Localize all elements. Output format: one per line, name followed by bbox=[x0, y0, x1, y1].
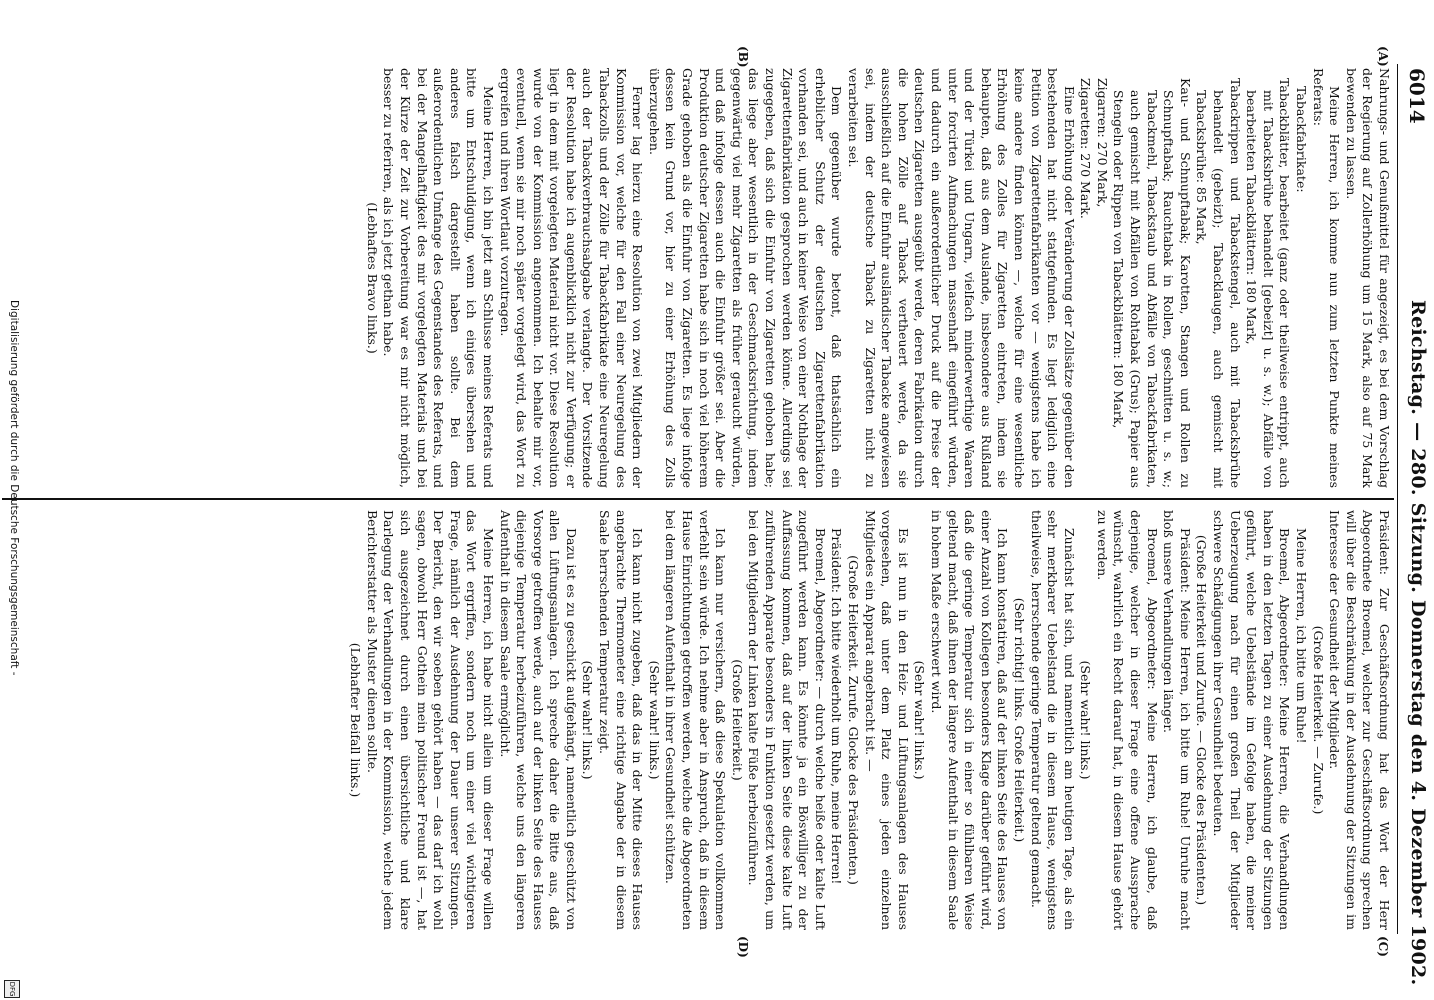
paragraph: Meine Herren, ich bitte um Ruhe! bbox=[1294, 528, 1310, 744]
paragraph: Broemel, Abgeordneter: Meine Herren, ich glaube, daß derjenige, welcher in dieser Frage eine offene Aussprache wünscht, wahrlich ein Recht darauf hat, in diesem Hause gehört zu werden. bbox=[1094, 510, 1160, 930]
paragraph: Tabackfabrikate: bbox=[1294, 86, 1310, 193]
right-column bbox=[347, 510, 1392, 930]
paragraph: Meine Herren, ich bin jetzt am Schlusse meines Referats und bitte um Entschuldigung, wenn ich einiges übersehen und anderes falsch dargestellt haben sollte. Bei dem außerordentlichen Umfange des Gegenstandes des Referats, und bei der Mangelhaftigkeit des mir vorgelegten Materials und bei der Kürze der Zeit zur Vorbereitung war es mir nicht möglich, besser zu referiren, als ich jetzt gethan habe. bbox=[381, 68, 496, 488]
interjection: (Lebhafter Beifall links.) bbox=[348, 642, 364, 798]
interjection: (Sehr wahr! links.) bbox=[1078, 660, 1094, 780]
margin-mark-d: (D) bbox=[736, 936, 750, 958]
paragraph: Nahrungs- und Genußmittel für angezeigt, es bei dem Vorschlag der Regierung auf Zollerhöhung um 15 Mark, also auf 75 Mark bewenden zu lassen. bbox=[1343, 68, 1392, 488]
paragraph: Kau- und Schnupftabak; Karotten, Stangen und Rollen zu Schnupftabak; Rauchtabak in Rollen, geschnitten u. s. w.; Tabackmehl, Tabackstaub und Abfälle von Tabackfabrikaten, auch gemischt mit Abfällen von Rohtabak (Grus); Papier aus Stengeln oder Rippen von Tabackblättern: 180 Mark, bbox=[1111, 78, 1193, 488]
margin-mark-c: (C) bbox=[1376, 936, 1390, 957]
paragraph: Es ist nun in den Heiz- und Lüftungsanlagen des Hauses vorgesehen, daß unter dem Platz eines jeden einzelnen Mitgliedes ein Apparat angebracht ist. — bbox=[862, 510, 911, 930]
paragraph: Präsident: Zur Geschäftsordnung hat das Wort der Herr Abgeordnete Broemel, welcher zur Geschäftsordnung sprechen will über die Beschränkung in der Ausdehnung der Sitzungen im Interesse der Gesundheit der Mitglieder. bbox=[1327, 510, 1392, 930]
page-footer bbox=[4, 0, 20, 1000]
paragraph: Ich kann nicht zugeben, daß das in der Mitte dieses Hauses angebrachte Thermometer eine richtige Angabe der in diesem Saale herrschenden Temperatur zeigt. bbox=[597, 510, 646, 930]
interjection: (Sehr wahr! links.) bbox=[912, 660, 928, 780]
interjection: (Sehr wahr! links.) bbox=[646, 660, 662, 780]
interjection: (Sehr wahr! links.) bbox=[580, 660, 596, 780]
paragraph: Präsident: Meine Herren, ich bitte um Ruhe! Unruhe macht bloß unsere Verhandlungen länger. bbox=[1161, 510, 1193, 930]
dfg-logo: DFG bbox=[4, 980, 20, 998]
paragraph: Zigarren: 270 Mark, bbox=[1094, 78, 1110, 208]
paragraph: Dazu ist es zu geschickt aufgehängt, namentlich geschützt von allen Lüftungsanlagen. Ich spreche daher die Bitte aus, daß Vorsorge getroffen werde, auch auf der linken Seite des Hauses diejenige Temperatur herbeizuführen, welche uns den längeren Aufenthalt in diesem Saale ermöglicht. bbox=[497, 510, 579, 930]
paragraph: Meine Herren, ich habe nicht allein um dieser Frage willen das Wort ergriffen, sondern noch um einer viel wichtigeren Frage, nämlich der Ausdehnung der Dauer unserer Sitzungen. Der Bericht, den wir soeben gehört haben — das darf ich wohl sagen, obwohl Herr Gothein mein politischer Freund ist —, hat sich ausgezeichnet durch einen übersichtliche und klare Darlegung der Verhandlungen in der Kommission, welche jedem Berichterstatter als Muster dienen sollte. bbox=[364, 510, 496, 930]
interjection: (Große Heiterkeit.) bbox=[729, 659, 745, 781]
interjection: (Sehr richtig! links. Große Heiterkeit.) bbox=[1011, 597, 1027, 843]
paragraph: Zigaretten: 270 Mark. bbox=[1078, 78, 1094, 219]
paragraph: Tabackrippen und Tabackstengel, auch mit Tabacksbrühe behandelt (gebeizt); Tabacklaugen, auch gemischt mit Tabacksbrühe: 85 Mark, bbox=[1194, 78, 1243, 488]
running-title: Reichstag. — 280. Sitzung. Donnerstag den 4. Dezember 1902. bbox=[1407, 300, 1429, 986]
paragraph: Dem gegenüber wurde betont, daß thatsächlich ein erheblicher Schutz der deutschen Zigarettenfabrikation vorhanden sei, und auch in keiner Weise von einer Nothlage der Zigarettenfabrikation gesprochen werden könne. Allerdings sei zugegeben, daß sich die Einfuhr von Zigaretten gehoben habe; das liege aber wesentlich in der Geschmacksrichtung, indem gegenwärtig viel mehr Zigaretten als früher geraucht würden, und daß infolge dessen auch die Einfuhr größer sei. Aber die Produktion deutscher Zigaretten habe sich in noch viel höherem Grade gehoben als die Einfuhr von Zigaretten. Es liege infolge dessen kein Grund vor, hier zu einer Erhöhung des Zolls überzugehen. bbox=[646, 68, 845, 488]
page-header bbox=[1399, 0, 1433, 1000]
paragraph: Ferner lag hierzu eine Resolution von zwei Mitgliedern der Kommission vor, welche für den Fall einer Neuregelung des Tabackzolls und der Zölle für Tabackfabrikate eine Neuregelung auch der Tabackverbrauchsabgabe verlangte. Der Vorsitzende der Resolution habe ich augenblicklich nicht zur Verfügung; er liegt in dem mit vorgelegten Material nicht vor. Diese Resolution wurde von der Kommission angenommen. Ich behalte mir vor, eventuell, wenn sie mir noch später vorgelegt wird, das Wort zu ergreifen und ihren Wortlaut vorzutragen. bbox=[497, 68, 646, 488]
column-divider bbox=[2, 498, 1394, 500]
left-column bbox=[363, 68, 1392, 488]
paragraph: Zunächst hat sich, und namentlich am heutigen Tage, als ein sehr merkbarer Uebelstand die in diesem Hause, wenigstens theilweise, herrschende geringe Temperatur geltend gemacht. bbox=[1028, 510, 1077, 930]
interjection: (Große Heiterkeit. — Zurufe.) bbox=[1310, 625, 1326, 815]
paragraph: Ich kann nur versichern, daß diese Spekulation vollkommen verfehlt sein würde. Ich nehme aber in Anspruch, daß in diesem Hause Einrichtungen getroffen werden, welche die Abgeordneten bei dem längeren Aufenthalt in ihrer Gesundheit schützen. bbox=[663, 510, 729, 930]
paragraph: Tabackblätter, bearbeitet (ganz oder theilweise entrippt, auch mit Tabacksbrühe behandelt [gebeizt] u. s. w.); Abfälle von bearbeiteten Tabackblättern: 180 Mark, bbox=[1244, 78, 1293, 488]
margin-mark-a: (A) bbox=[1376, 46, 1390, 67]
paragraph: Eine Erhöhung oder Veränderung der Zollsätze gegenüber den bestehenden hat nicht stattgefunden. Es liegt lediglich eine Petition von Zigarettenfabrikanten vor — wenigstens habe ich keine andere finden können —, welche für eine wesentliche Erhöhung des Zolles für Zigaretten eintreten, indem sie behaupten, daß aus dem Auslande, insbesondere aus Rußland und der Türkei und Ungarn, vielfach minderwerthige Waaren unter forcirten Aufmachungen massenhaft eingeführt würden, und dadurch ein außerordentlicher Druck auf die Preise der deutschen Zigaretten ausgeübt werde, deren Fabrikation durch die hohen Zölle auf Taback vertheuert werde, da sie ausschließlich auf die Einfuhr ausländischer Tabacke angewiesen sei, indem der deutsche Taback zu Zigaretten nicht zu verarbeiten sei. bbox=[846, 68, 1077, 488]
paragraph: Broemel, Abgeordneter: Meine Herren, die Verhandlungen haben in den letzten Tagen zu einer Ausdehnung der Sitzungen geführt, welche Uebelstände im Gefolge haben, die meiner Ueberzeugung nach für einen großen Theil der Mitglieder schwere Schädigungen ihrer Gesundheit bedeuten. bbox=[1211, 510, 1293, 930]
paragraph: Broemel, Abgeordneter: — durch welche heiße oder kalte Luft zugeführt werden kann. Es könnte ja ein Böswilliger zu der Auffassung kommen, daß auf der linken Seite diese kalte Luft zuführenden Apparate besonders in Funktion gesetzt werden, um bei den Mitgliedern der Linken kalte Füße herbeizuführen. bbox=[746, 510, 828, 930]
interjection: (Große Heiterkeit. Zurufe. Glocke des Präsidenten.) bbox=[846, 555, 861, 885]
paragraph: Ich kann konstatiren, daß auf der linken Seite des Hauses von einer Anzahl von Kollegen besonders Klage darüber geführt wird, daß die geringe Temperatur sich in einer so fühlbaren Weise geltend macht, daß ihnen der längere Aufenthalt in diesem Saale in hohem Maße erschwert wird. bbox=[928, 510, 1011, 930]
interjection: (Lebhaftes Bravo links.) bbox=[364, 202, 380, 354]
margin-mark-b: (B) bbox=[736, 46, 750, 68]
page-number: 6014 bbox=[1405, 68, 1429, 124]
digitization-credit: Digitalisierung gefördert durch die Deutsche Forschungsgemeinschaft - bbox=[8, 300, 20, 676]
paragraph: Präsident: Ich bitte wiederholt um Ruhe, meine Herren! bbox=[829, 528, 845, 885]
paragraph: Meine Herren, ich komme nun zum letzten Punkte meines Referats: bbox=[1310, 68, 1343, 488]
header-rule bbox=[1397, 64, 1398, 934]
interjection: (Große Heiterkeit und Zurufe. — Glocke des Präsidenten.) bbox=[1194, 534, 1210, 906]
